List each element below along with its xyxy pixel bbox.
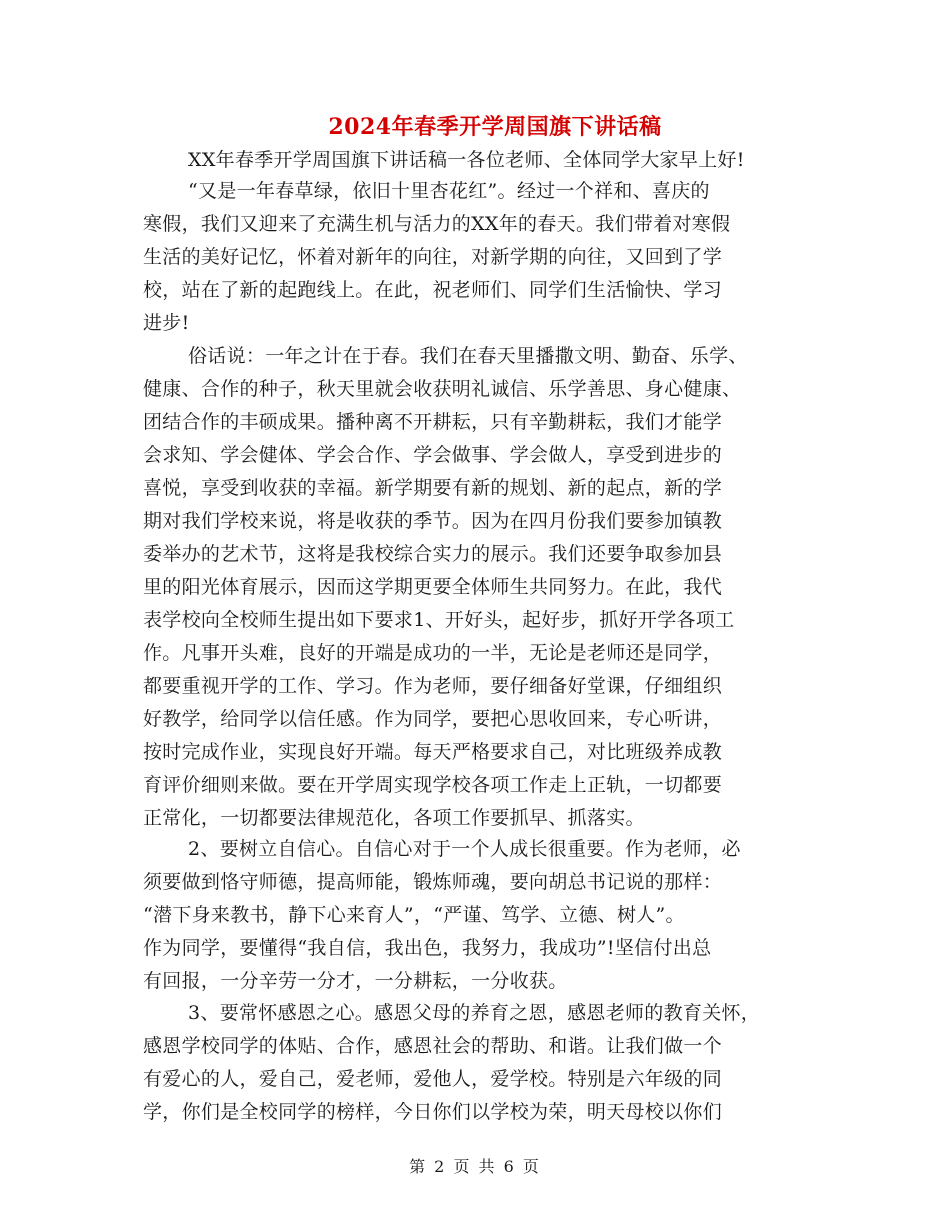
text-line: 正常化，一切都要法律规范化，各项工作要抓早、抓落实。 bbox=[143, 807, 645, 829]
text-line: 团结合作的丰硕成果。播种离不开耕耘，只有辛勤耕耘，我们才能学 bbox=[143, 411, 723, 433]
text-line: “又是一年春草绿，依旧十里杏花红”。经过一个祥和、喜庆的 bbox=[188, 180, 710, 202]
text-line: 学，你们是全校同学的榜样，今日你们以学校为荣，明天母校以你们 bbox=[143, 1101, 723, 1123]
text-line: 进步! bbox=[143, 312, 190, 334]
text-line: 有爱心的人，爱自己，爱老师，爱他人，爱学校。特别是六年级的同 bbox=[143, 1068, 723, 1090]
text-line: 3、要常怀感恩之心。感恩父母的养育之恩，感恩老师的教育关怀， bbox=[188, 1002, 761, 1024]
text-line: 有回报，一分辛劳一分才，一分耕耘，一分收获。 bbox=[143, 970, 568, 992]
text-line: XX年春季开学周国旗下讲话稿一各位老师、全体同学大家早上好! bbox=[188, 149, 745, 171]
text-line: 健康、合作的种子，秋天里就会收获明礼诚信、乐学善思、身心健康、 bbox=[143, 378, 742, 400]
text-line: 好教学，给同学以信任感。作为同学，要把心思收回来，专心听讲， bbox=[143, 708, 723, 730]
text-line: 2、要树立自信心。自信心对于一个人成长很重要。作为老师，必 bbox=[188, 838, 741, 860]
text-line: 都要重视开学的工作、学习。作为老师，要仔细备好堂课，仔细组织 bbox=[143, 675, 723, 697]
document-title: 2024年春季开学周国旗下讲话稿 bbox=[328, 114, 662, 140]
text-line: 期对我们学校来说，将是收获的季节。因为在四月份我们要参加镇教 bbox=[143, 510, 723, 532]
text-line: 作为同学，要懂得“我自信，我出色，我努力，我成功”!坚信付出总 bbox=[143, 937, 712, 959]
text-line: 育评价细则来做。要在开学周实现学校各项工作走上正轨，一切都要 bbox=[143, 774, 723, 796]
text-line: 喜悦，享受到收获的幸福。新学期要有新的规划、新的起点，新的学 bbox=[143, 477, 723, 499]
text-line: 表学校向全校师生提出如下要求1、开好头，起好步，抓好开学各项工 bbox=[143, 609, 735, 631]
text-line: 按时完成作业，实现良好开端。每天严格要求自己，对比班级养成教 bbox=[143, 741, 723, 763]
page-number-footer: 第 2 页 共 6 页 bbox=[409, 1157, 541, 1176]
text-line: 生活的美好记忆，怀着对新年的向往，对新学期的向往，又回到了学 bbox=[143, 246, 723, 268]
text-line: 俗话说：一年之计在于春。我们在春天里播撒文明、勤奋、乐学、 bbox=[188, 345, 748, 367]
text-line: 里的阳光体育展示，因而这学期更要全体师生共同努力。在此，我代 bbox=[143, 576, 723, 598]
text-line: 会求知、学会健体、学会合作、学会做事、学会做人，享受到进步的 bbox=[143, 444, 723, 466]
text-line: 须要做到恪守师德，提高师能，锻炼师魂，要向胡总书记说的那样： bbox=[143, 871, 723, 893]
text-line: “潜下身来教书，静下心来育人”，“严谨、笃学、立德、树人”。 bbox=[143, 904, 685, 926]
text-line: 校，站在了新的起跑线上。在此，祝老师们、同学们生活愉快、学习 bbox=[143, 279, 723, 301]
text-line: 作。凡事开头难，良好的开端是成功的一半，无论是老师还是同学， bbox=[143, 642, 723, 664]
text-line: 寒假，我们又迎来了充满生机与活力的XX年的春天。我们带着对寒假 bbox=[143, 213, 731, 235]
text-line: 委举办的艺术节，这将是我校综合实力的展示。我们还要争取参加县 bbox=[143, 543, 723, 565]
text-line: 感恩学校同学的体贴、合作，感恩社会的帮助、和谐。让我们做一个 bbox=[143, 1035, 723, 1057]
